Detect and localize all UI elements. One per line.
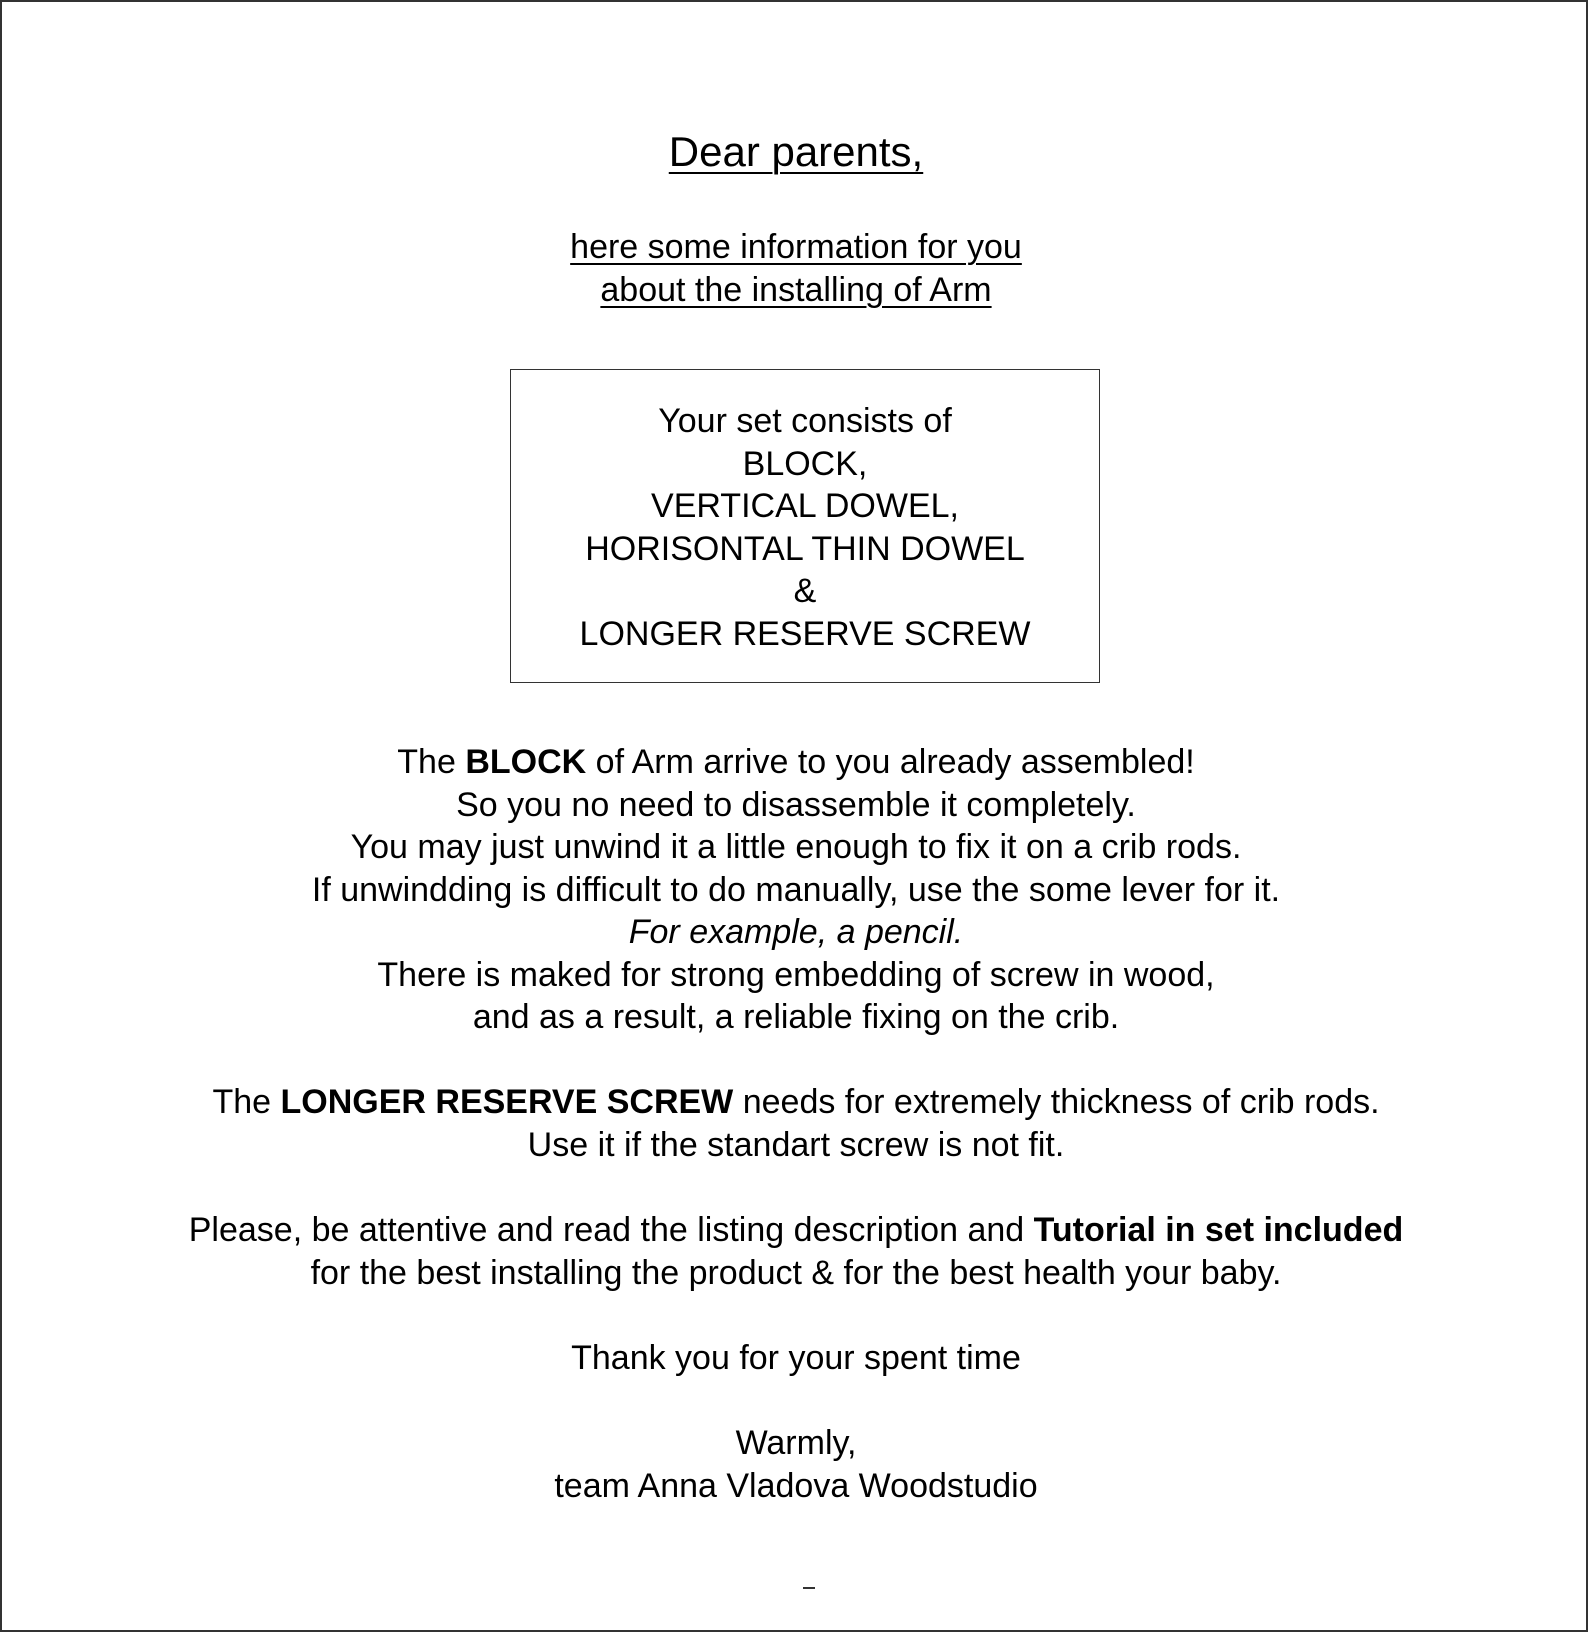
intro-line-2: about the installing of Arm [600,270,992,309]
set-box-line-4: HORISONTAL THIN DOWEL [585,529,1025,568]
set-box-line-6: LONGER RESERVE SCREW [579,614,1031,653]
set-box-line-1: Your set consists of [658,402,952,440]
greeting-heading [2,124,1588,180]
page-marker [803,1587,815,1589]
block-line-6: There is maked for strong embedding of screw in wood, [377,955,1215,994]
set-box-line-3: VERTICAL DOWEL, [651,487,959,525]
thanks-line: Thank you for your spent time [571,1339,1021,1377]
block-paragraph [2,741,1588,1039]
screw-line-1-bold: LONGER RESERVE SCREW [280,1083,734,1121]
signoff [2,1422,1588,1507]
intro-subheading [2,226,1588,311]
tutorial-line-1-pre: Please, be attentive and read the listing description and [188,1211,1034,1249]
tutorial-line-2: for the best installing the product & for the best health your baby. [310,1253,1282,1292]
thanks-paragraph [2,1337,1588,1380]
set-contents-box [510,369,1100,683]
block-line-1-post: of Arm arrive to you already assembled! [586,743,1195,781]
block-line-2: So you no need to disassemble it completely. [456,785,1136,824]
screw-line-1-pre: The [212,1083,281,1121]
block-line-3: You may just unwind it a little enough to fix it on a crib rods. [350,828,1242,866]
block-line-1 [2,741,1588,784]
block-line-4: If unwindding is difficult to do manually, use the some lever for it. [311,870,1281,909]
screw-line-2: Use it if the standart screw is not fit. [527,1125,1065,1164]
block-line-1-pre: The [397,743,466,781]
tutorial-line-1-bold: Tutorial in set included [1033,1211,1404,1249]
signoff-line-1: Warmly, [735,1424,857,1462]
block-line-7: and as a result, a reliable fixing on the crib. [472,998,1120,1036]
screw-line-1 [2,1081,1588,1124]
tutorial-paragraph [2,1209,1588,1294]
set-box-line-5: & [793,572,817,610]
block-line-5-italic: For example, a pencil. [628,913,964,951]
screw-paragraph [2,1081,1588,1166]
intro-line-1: here some information for you [570,228,1022,266]
set-box-line-2: BLOCK, [742,444,868,483]
tutorial-line-1 [2,1209,1588,1252]
block-line-1-bold: BLOCK [465,743,587,781]
signoff-line-2: team Anna Vladova Woodstudio [554,1466,1038,1505]
greeting-text: Dear parents, [668,128,924,175]
screw-line-1-post: needs for extremely thickness of crib rods. [733,1083,1380,1121]
